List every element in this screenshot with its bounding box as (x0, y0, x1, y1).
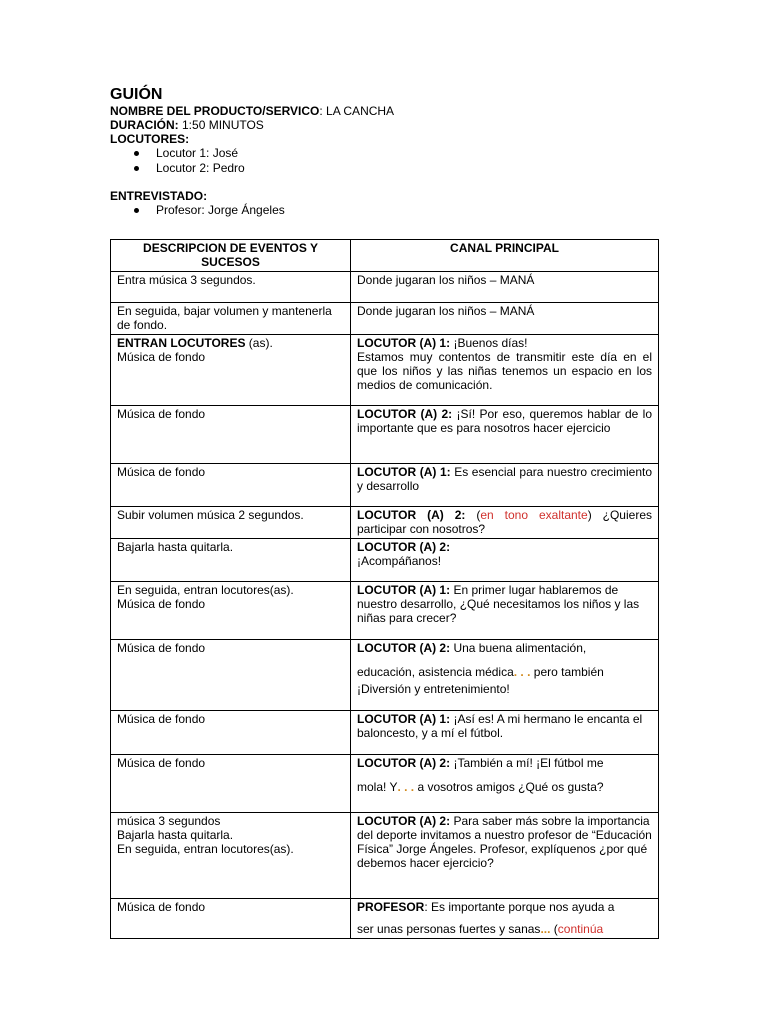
script-table (110, 239, 659, 939)
duration-label: DURACIÓN: (110, 118, 179, 132)
duration-line (110, 118, 660, 132)
ellipsis: . . . (397, 780, 415, 794)
table-row (111, 640, 659, 711)
speaker-label: LOCUTOR (A) 2: (357, 756, 451, 770)
speaker-label: LOCUTOR (A) 1: (357, 336, 451, 350)
event-cell: Subir volumen música 2 segundos. (111, 507, 351, 539)
list-item: Profesor: Jorge Ángeles (110, 203, 660, 218)
ellipsis: . . . (513, 665, 531, 679)
table-row (111, 755, 659, 813)
event-cell: En seguida, entran locutores(as). Música de fondo (111, 582, 351, 640)
speaker-label: LOCUTOR (A) 2: (357, 641, 451, 655)
event-cell: En seguida, bajar volumen y mantenerla de fondo. (111, 303, 351, 335)
event-cell: Entra música 3 segundos. (111, 272, 351, 303)
speaker-label: LOCUTOR (A) 1: (357, 583, 451, 597)
product-label: NOMBRE DEL PRODUCTO/SERVICO (110, 104, 320, 118)
table-row (111, 899, 659, 939)
event-cell: Música de fondo (111, 711, 351, 755)
speaker-label: LOCUTOR (A) 2: (357, 407, 453, 421)
speaker-label: PROFESOR (357, 900, 425, 914)
event-cell: Música de fondo (111, 406, 351, 464)
channel-cell: LOCUTOR (A) 1: En primer lugar hablaremos de nuestro desarrollo, ¿Qué necesitamos los niños y las niñas para crecer? (351, 582, 659, 640)
event-cell: ENTRAN LOCUTORES (as). Música de fondo (111, 335, 351, 406)
event-cell: Música de fondo (111, 640, 351, 711)
table-row (111, 464, 659, 507)
duration-value: 1:50 MINUTOS (178, 118, 264, 132)
announcers-list (110, 146, 660, 175)
channel-cell: LOCUTOR (A) 2: Para saber más sobre la importancia del deporte invitamos a nuestro profesor de “Educación Física” Jorge Ángeles. Profesor, explíquenos ¿por qué debemos hacer ejercicio? (351, 813, 659, 899)
channel-cell: PROFESOR: Es importante porque nos ayuda a ser unas personas fuertes y sanas... (continúa (351, 899, 659, 939)
product-value: : LA CANCHA (319, 104, 395, 118)
event-cell: música 3 segundos Bajarla hasta quitarla. En seguida, entran locutores(as). (111, 813, 351, 899)
document-header (110, 86, 660, 218)
event-cell: Música de fondo (111, 464, 351, 507)
announcers-label: LOCUTORES: (110, 132, 190, 146)
channel-cell: LOCUTOR (A) 2: Una buena alimentación, educación, asistencia médica. . . pero también ¡Diversión y entretenimiento! (351, 640, 659, 711)
tone-note: en tono exaltante (480, 508, 588, 522)
col-events-header: DESCRIPCION DE EVENTOS Y SUCESOS (111, 240, 351, 272)
speaker-label: LOCUTOR (A) 2: (357, 540, 451, 554)
ellipsis: ... (540, 922, 551, 936)
product-line (110, 104, 660, 118)
continue-note: continúa (557, 922, 604, 936)
channel-cell: LOCUTOR (A) 2: ¡También a mí! ¡El fútbol me mola! Y. . . a vosotros amigos ¿Qué os gusta? (351, 755, 659, 813)
list-item: Locutor 2: Pedro (110, 161, 660, 176)
channel-cell: LOCUTOR (A) 1: ¡Así es! A mi hermano le encanta el baloncesto, y a mí el fútbol. (351, 711, 659, 755)
event-cell: Música de fondo (111, 755, 351, 813)
table-row (111, 582, 659, 640)
channel-cell: Donde jugaran los niños – MANÁ (351, 303, 659, 335)
table-header-row (111, 240, 659, 272)
channel-cell: LOCUTOR (A) 1: ¡Buenos días! Estamos muy contentos de transmitir este día en el que los niños y las niñas tenemos un espacio en los medios de comunicación. (351, 335, 659, 406)
list-item: Locutor 1: José (110, 146, 660, 161)
table-row (111, 406, 659, 464)
table-row (111, 711, 659, 755)
interviewee-list (110, 203, 660, 218)
event-cell: Música de fondo (111, 899, 351, 939)
table-row (111, 507, 659, 539)
speaker-label: LOCUTOR (A) 1: (357, 465, 451, 479)
table-row (111, 303, 659, 335)
channel-cell: LOCUTOR (A) 2: ¡Sí! Por eso, queremos hablar de lo importante que es para nosotros hacer ejercicio (351, 406, 659, 464)
document-title: GUIÓN (110, 86, 163, 103)
channel-cell: LOCUTOR (A) 1: Es esencial para nuestro crecimiento y desarrollo (351, 464, 659, 507)
speaker-label: LOCUTOR (A) 1: (357, 712, 451, 726)
speaker-label: LOCUTOR (A) 2: (357, 508, 466, 522)
table-row (111, 272, 659, 303)
channel-cell: LOCUTOR (A) 2: (en tono exaltante) ¿Quieres participar con nosotros? (351, 507, 659, 539)
channel-cell: LOCUTOR (A) 2: ¡Acompáñanos! (351, 539, 659, 582)
col-channel-header: CANAL PRINCIPAL (351, 240, 659, 272)
table-row (111, 539, 659, 582)
speaker-label: LOCUTOR (A) 2: (357, 814, 451, 828)
interviewee-label: ENTREVISTADO: (110, 189, 208, 203)
table-row (111, 813, 659, 899)
channel-cell: Donde jugaran los niños – MANÁ (351, 272, 659, 303)
table-row (111, 335, 659, 406)
event-cell: Bajarla hasta quitarla. (111, 539, 351, 582)
